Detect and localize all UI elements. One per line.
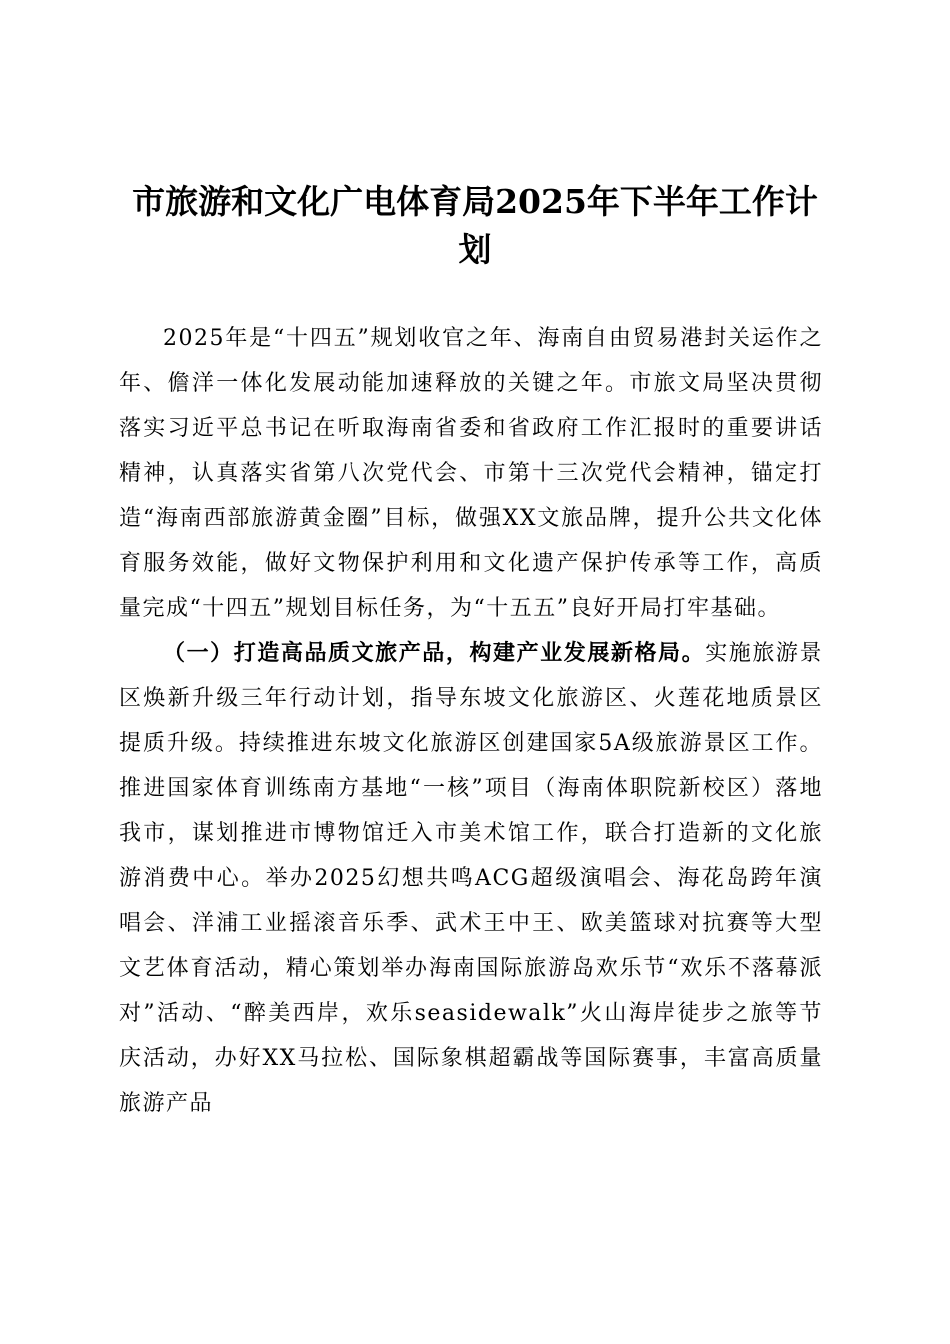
paragraph-intro [119,316,823,631]
paragraph-section-1 [119,631,823,1126]
paragraph-text: 2025年是“十四五”规划收官之年、海南自由贸易港封关运作之年、儋洋一体化发展动能加速释放的关键之年。市旅文局坚决贯彻落实习近平总书记在听取海南省委和省政府工作汇报时的重要讲话精神，认真落实省第八次党代会、市第十三次党代会精神，锚定打造“海南西部旅游黄金圈”目标，做强XX文旅品牌，提升公共文化体育服务效能，做好文物保护利用和文化遗产保护传承等工作，高质量完成“十四五”规划目标任务，为“十五五”良好开局打牢基础。 [119,326,823,621]
document-title: 市旅游和文化广电体育局2025年下半年工作计划 [132,182,818,269]
paragraph-text: 实施旅游景区焕新升级三年行动计划，指导东坡文化旅游区、火莲花地质景区提质升级。持续推进东坡文化旅游区创建国家5A级旅游景区工作。推进国家体育训练南方基地“一核”项目（海南体职院新校区）落地我市，谋划推进市博物馆迁入市美术馆工作，联合打造新的文化旅游消费中心。举办2025幻想共鸣ACG超级演唱会、海花岛跨年演唱会、洋浦工业摇滚音乐季、武术王中王、欧美篮球对抗赛等大型文艺体育活动，精心策划举办海南国际旅游岛欢乐节“欢乐不落幕派对”活动、“醉美西岸，欢乐seasidewalk”火山海岸徒步之旅等节庆活动，办好XX马拉松、国际象棋超霸战等国际赛事，丰富高质量旅游产品 [119,641,823,1116]
document-body [119,316,823,1126]
paragraph-lead: （一）打造高品质文旅产品，构建产业发展新格局。 [163,640,706,666]
